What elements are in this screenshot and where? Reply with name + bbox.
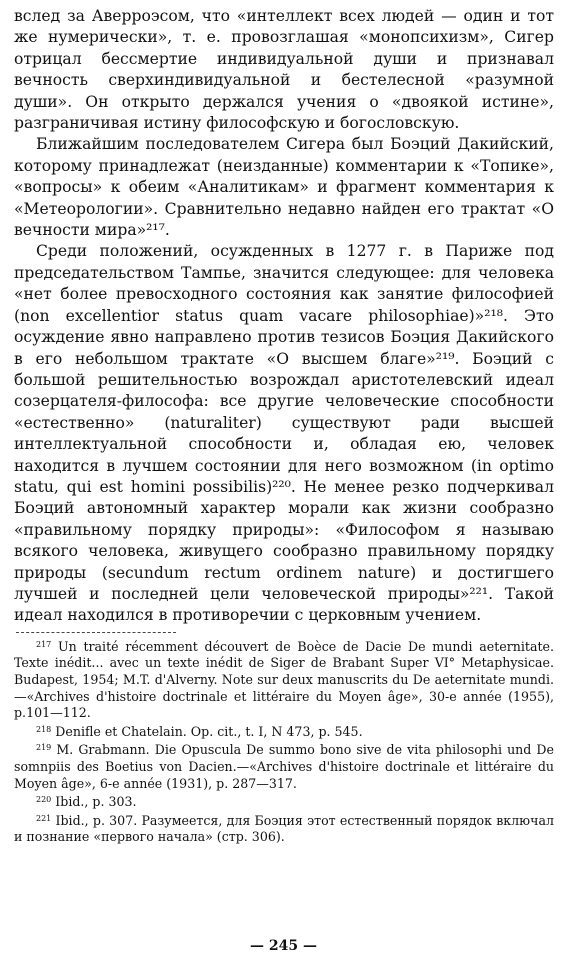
footnote-number: 217	[36, 639, 52, 649]
footnote-219	[14, 740, 554, 792]
footnote-number: 221	[36, 813, 52, 823]
footnote-text: Ibid., p. 307. Разумеется, для Боэция этот естественный порядок включал и познание «первого начала» (стр. 306).	[14, 812, 554, 845]
footnote-221	[14, 811, 554, 846]
footnote-217	[14, 637, 554, 722]
footnote-220	[14, 792, 554, 811]
book-page	[14, 6, 554, 846]
footnote-separator	[16, 632, 176, 633]
paragraph-2: Ближайшим последователем Сигера был Боэций Дакийский, которому принадлежат (неизданные) комментарии к «Топике», «вопросы» к обеим «Аналитикам» и фрагмент комментария к «Метеорологии». Сравнительно недавно найден его трактат «О вечности мира»²¹⁷.	[14, 135, 554, 240]
paragraph-1: вслед за Аверроэсом, что «интеллект всех людей — один и тот же нумерически», т. е. провозглашая «монопсихизм», Сигер отрицал бессмертие индивидуальной души и признавал вечность сверхиндивидуальной и бестелесной «разумной души». Он открыто держался учения о «двоякой истине», разграничивая истину философскую и богословскую.	[14, 7, 554, 133]
footnote-text: Denifle et Chatelain. Op. cit., t. I, N 473, p. 545.	[55, 723, 363, 739]
footnote-number: 219	[36, 743, 52, 753]
main-text	[14, 6, 554, 627]
footnotes	[14, 637, 554, 846]
paragraph-3: Среди положений, осужденных в 1277 г. в Париже под председательством Тампье, значится следующее: для человека «нет более превосходного состояния как занятие философией (non excellentior status quam vacare philosophiae)»²¹⁸. Это осуждение явно направлено против тезисов Боэция Дакийского в его небольшом трактате «О высшем благе»²¹⁹. Боэций с большой решительностью возрождал аристотелевский идеал созерцателя-философа: все другие человеческие способности «естественно» (naturaliter) существуют ради высшей интеллектуальной способности и, обладая ею, человек находится в лучшем состоянии для него возможном (in optimo statu, qui est homini possibilis)²²⁰. Не менее резко подчеркивал Боэций автономный характер морали как жизни сообразно «правильному порядку природы»: «Философом я называю всякого человека, живущего сообразно правильному порядку природы (secundum rectum ordinem nature) и достигшего лучшей и последней цели человеческой природы»²²¹. Такой идеал находился в противоречии с церковным учением.	[14, 242, 554, 625]
footnote-number: 220	[36, 795, 52, 805]
footnote-text: Ibid., p. 303.	[55, 794, 137, 810]
footnote-text: M. Grabmann. Die Opuscula De summo bono sive de vita philosophi und De somnpiis des Boetius von Dacien.—«Archives d'histoire doctrinale et littéraire du Moyen âge», 6-e année (1931), p. 287—317.	[14, 742, 554, 791]
page-number: — 245 —	[250, 938, 317, 954]
footnote-text: Un traité récemment découvert de Boèce de Dacie De mundi aeternitate. Texte inédit... avec un texte inédit de Siger de Brabant Super VI° Metaphysicae. Budapest, 1954; M.T. d'Alverny. Note sur deux manuscrits du De aeternitate mundi.—«Archives d'histoire doctrinale et littéraire du Moyen âge», 30-e année (1955), p.101—112.	[14, 638, 554, 721]
footnote-218	[14, 722, 554, 741]
footnote-number: 218	[36, 724, 52, 734]
